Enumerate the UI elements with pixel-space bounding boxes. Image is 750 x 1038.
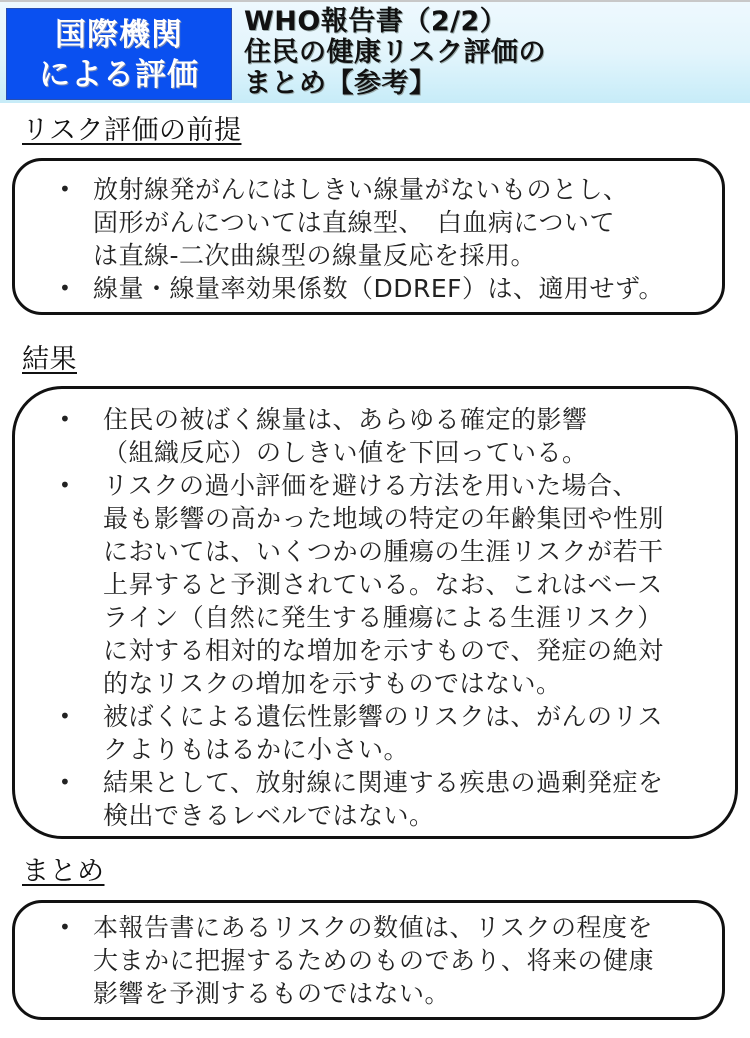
text-line: 本報告書にあるリスクの数値は、リスクの程度を	[93, 913, 654, 942]
bullet-icon: •	[59, 407, 72, 431]
text-line: 放射線発がんにはしきい線量がないものとし、	[93, 175, 629, 204]
text-line: 的なリスクの増加を示すものではない。	[103, 669, 562, 698]
section-title-summary: まとめ	[22, 856, 105, 887]
text-line: 住民の被ばく線量は、あらゆる確定的影響	[103, 405, 588, 434]
title-line-3: まとめ【参考】	[244, 68, 437, 99]
header-banner	[0, 0, 750, 103]
list-item	[59, 911, 722, 1010]
text-line: リスクの過小評価を避ける方法を用いた場合、	[103, 471, 639, 500]
list-item	[59, 469, 735, 700]
text-line: に対する相対的な増加を示すもので、発症の絶対	[103, 636, 664, 665]
bullet-icon: •	[59, 177, 72, 201]
bullet-icon: •	[59, 704, 72, 728]
premises-box	[12, 158, 725, 315]
text-line: ライン（自然に発生する腫瘍による生涯リスク）	[103, 603, 663, 632]
text-line: 被ばくによる遺伝性影響のリスクは、がんのリス	[103, 702, 664, 731]
bullet-icon: •	[59, 915, 72, 939]
section-title-results: 結果	[22, 344, 77, 375]
text-line: クよりもはるかに小さい。	[103, 735, 410, 764]
page-title	[244, 6, 546, 99]
list-item	[59, 700, 735, 766]
text-line: 最も影響の高かった地域の特定の年齢集団や性別	[103, 504, 665, 533]
list-item	[59, 766, 735, 832]
text-line: 上昇すると予測されている。なお、これはベース	[103, 570, 663, 599]
results-box	[12, 386, 738, 839]
badge-line-1: 国際機関	[55, 17, 183, 53]
bullet-icon: •	[59, 770, 72, 794]
text-line: 線量・線量率効果係数（DDREF）は、適用せず。	[93, 274, 665, 303]
text-line: 固形がんについては直線型、 白血病について	[93, 208, 616, 237]
text-line: 結果として、放射線に関連する疾患の過剰発症を	[103, 768, 664, 797]
title-line-1: WHO報告書（2/2）	[244, 6, 508, 37]
list-item	[59, 272, 722, 305]
bullet-icon: •	[59, 276, 72, 300]
title-line-2: 住民の健康リスク評価の	[244, 37, 546, 68]
text-line: （組織反応）のしきい値を下回っている。	[103, 438, 588, 467]
text-line: 検出できるレベルではない。	[103, 801, 435, 830]
list-item	[59, 173, 722, 272]
category-badge	[6, 8, 232, 100]
text-line: においては、いくつかの腫瘍の生涯リスクが若干	[103, 537, 664, 566]
bullet-icon: •	[59, 473, 72, 497]
text-line: 影響を予測するものではない。	[93, 979, 451, 1008]
text-line: は直線-二次曲線型の線量反応を採用。	[93, 241, 537, 270]
summary-box	[12, 900, 725, 1020]
list-item	[59, 403, 735, 469]
text-line: 大まかに把握するためのものであり、将来の健康	[93, 946, 655, 975]
badge-line-2: による評価	[39, 57, 199, 93]
section-title-premises: リスク評価の前提	[22, 115, 242, 146]
